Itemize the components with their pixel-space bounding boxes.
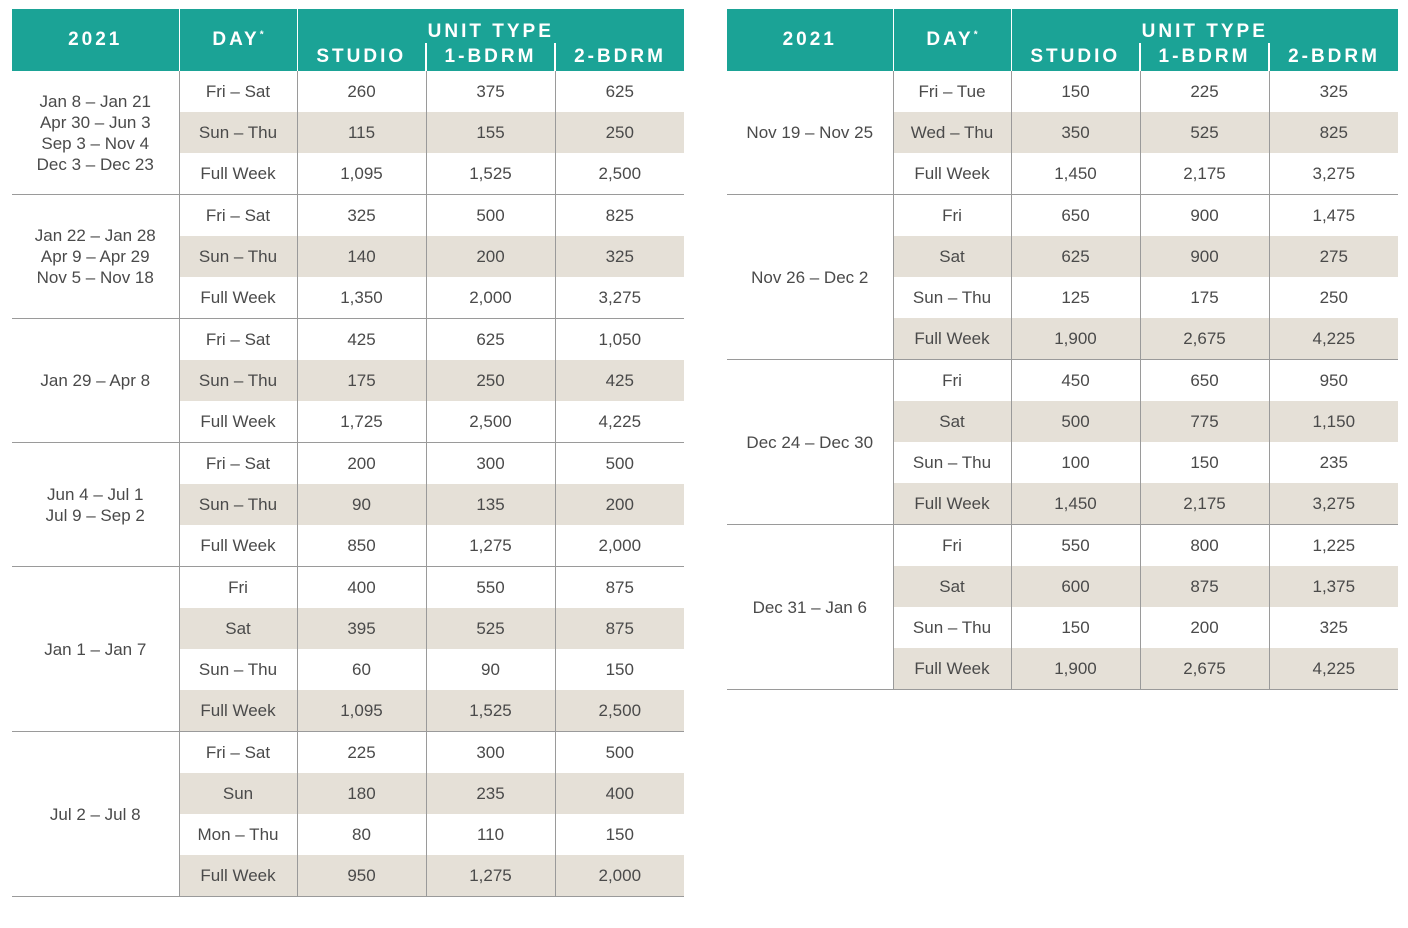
two-bdrm-header: 2-BDRM: [1269, 43, 1398, 71]
day-cell: Sat: [893, 236, 1011, 277]
two-bdrm-points-cell: 1,475: [1312, 205, 1356, 225]
table-row: [727, 71, 1398, 112]
studio-points-cell: 325: [297, 195, 426, 237]
one-bdrm-points-cell: 2,175: [1140, 153, 1269, 195]
one-bdrm-points-cell: 800: [1140, 525, 1269, 567]
season-period: [12, 567, 179, 732]
studio-points-cell: 1,450: [1011, 483, 1140, 525]
day-cell: Fri: [893, 525, 1011, 567]
table-row: [727, 525, 1398, 567]
studio-points-cell: 625: [1011, 236, 1140, 277]
day-header-label: DAY: [926, 29, 974, 50]
season-period: [12, 732, 179, 897]
unit-type-header: UNIT TYPE: [297, 9, 684, 43]
day-cell: Sun – Thu: [179, 649, 297, 690]
season-date-range: Dec 24 – Dec 30: [746, 432, 874, 452]
studio-points-cell: 1,095: [297, 153, 426, 195]
two-bdrm-points-cell: 1,050: [598, 329, 642, 349]
season-date-range: Dec 31 – Jan 6: [752, 597, 867, 617]
studio-points-cell: 200: [297, 443, 426, 485]
rate-table-left: [12, 9, 684, 897]
day-cell: Fri: [179, 567, 297, 609]
day-header: [179, 9, 297, 71]
one-bdrm-header: 1-BDRM: [1140, 43, 1269, 71]
season-period: [727, 360, 893, 525]
studio-points-cell: 850: [297, 525, 426, 567]
studio-points-cell: 450: [1011, 360, 1140, 402]
studio-points-cell: 1,900: [1011, 318, 1140, 360]
day-cell: Full Week: [893, 318, 1011, 360]
two-bdrm-points-cell: 1,375: [1269, 566, 1398, 607]
day-cell: Mon – Thu: [179, 814, 297, 855]
year-header: 2021: [727, 9, 893, 71]
season-date-range: Jul 9 – Sep 2: [45, 505, 145, 525]
one-bdrm-points-cell: 500: [426, 195, 555, 237]
day-cell: Sun – Thu: [893, 277, 1011, 318]
table-row: [12, 732, 684, 774]
season-date-range: Sep 3 – Nov 4: [41, 133, 150, 153]
two-bdrm-points-cell: 325: [1319, 81, 1348, 101]
studio-points-cell: 1,900: [1011, 648, 1140, 690]
one-bdrm-points-cell: 250: [426, 360, 555, 401]
studio-points-cell: 500: [1011, 401, 1140, 442]
season-date-range: Nov 5 – Nov 18: [36, 268, 154, 287]
two-bdrm-points-cell: 825: [605, 205, 634, 225]
day-cell: Sat: [893, 566, 1011, 607]
table-row: [12, 319, 684, 361]
one-bdrm-points-cell: 135: [426, 484, 555, 525]
two-bdrm-points-cell: 2,500: [555, 690, 684, 732]
day-cell: Sun: [179, 773, 297, 814]
studio-points-cell: 115: [297, 112, 426, 153]
season-period: [12, 443, 179, 567]
one-bdrm-points-cell: 2,675: [1140, 648, 1269, 690]
day-cell: Fri – Sat: [179, 443, 297, 485]
day-cell: Full Week: [179, 153, 297, 195]
table-body: [12, 71, 684, 897]
studio-points-cell: 260: [297, 71, 426, 112]
day-cell: Sat: [893, 401, 1011, 442]
studio-points-cell: 350: [1011, 112, 1140, 153]
two-bdrm-points-cell: 235: [1319, 452, 1348, 472]
two-bdrm-header: 2-BDRM: [555, 43, 684, 71]
one-bdrm-points-cell: 1,525: [426, 690, 555, 732]
table-row: [12, 195, 684, 237]
one-bdrm-points-cell: 1,275: [426, 855, 555, 897]
two-bdrm-points-cell: 150: [605, 659, 634, 679]
two-bdrm-points-cell: 4,225: [555, 401, 684, 443]
one-bdrm-points-cell: 90: [426, 649, 555, 690]
table-row: [12, 443, 684, 485]
season-date-range: Jan 22 – Jan 28: [34, 226, 156, 245]
day-cell: Sun – Thu: [179, 236, 297, 277]
day-cell: Sat: [179, 608, 297, 649]
two-bdrm-points-cell: 2,500: [555, 153, 684, 195]
day-cell: Fri – Tue: [893, 71, 1011, 112]
studio-points-cell: 650: [1011, 195, 1140, 237]
one-bdrm-points-cell: 525: [426, 608, 555, 649]
season-date-range: Apr 30 – Jun 3: [39, 112, 151, 132]
studio-points-cell: 1,095: [297, 690, 426, 732]
studio-points-cell: 90: [297, 484, 426, 525]
studio-points-cell: 1,725: [297, 401, 426, 443]
rate-table-right: [727, 9, 1398, 690]
day-cell: Full Week: [179, 690, 297, 732]
table-body: [727, 71, 1398, 690]
one-bdrm-points-cell: 900: [1140, 236, 1269, 277]
day-cell: Sun – Thu: [893, 607, 1011, 648]
day-cell: Sun – Thu: [179, 484, 297, 525]
studio-points-cell: 225: [297, 732, 426, 774]
two-bdrm-points-cell: 625: [605, 81, 634, 101]
season-date-range: Jan 1 – Jan 7: [44, 639, 147, 659]
studio-points-cell: 425: [297, 319, 426, 361]
day-cell: Fri – Sat: [179, 195, 297, 237]
two-bdrm-points-cell: 250: [1319, 287, 1348, 307]
day-cell: Fri: [893, 195, 1011, 237]
two-bdrm-points-cell: 3,275: [555, 277, 684, 319]
season-period: [727, 71, 893, 195]
day-header: [893, 9, 1011, 71]
year-header: 2021: [12, 9, 179, 71]
two-bdrm-points-cell: 200: [555, 484, 684, 525]
one-bdrm-header: 1-BDRM: [426, 43, 555, 71]
day-cell: Full Week: [893, 483, 1011, 525]
one-bdrm-points-cell: 375: [426, 71, 555, 112]
two-bdrm-points-cell: 825: [1269, 112, 1398, 153]
season-period: [12, 195, 179, 319]
one-bdrm-points-cell: 1,275: [426, 525, 555, 567]
two-bdrm-points-cell: 1,225: [1312, 535, 1356, 555]
one-bdrm-points-cell: 300: [426, 443, 555, 485]
two-bdrm-points-cell: 275: [1269, 236, 1398, 277]
one-bdrm-points-cell: 2,000: [426, 277, 555, 319]
day-cell: Full Week: [179, 401, 297, 443]
season-date-range: Jan 8 – Jan 21: [39, 91, 152, 111]
studio-points-cell: 600: [1011, 566, 1140, 607]
two-bdrm-points-cell: 425: [555, 360, 684, 401]
season-period: [12, 319, 179, 443]
one-bdrm-points-cell: 200: [426, 236, 555, 277]
one-bdrm-points-cell: 235: [426, 773, 555, 814]
one-bdrm-points-cell: 650: [1140, 360, 1269, 402]
table-row: [727, 360, 1398, 402]
season-date-range: Jul 2 – Jul 8: [49, 804, 141, 824]
season-date-range: Nov 19 – Nov 25: [746, 123, 874, 142]
one-bdrm-points-cell: 525: [1140, 112, 1269, 153]
studio-header: STUDIO: [297, 43, 426, 71]
one-bdrm-points-cell: 155: [426, 112, 555, 153]
studio-points-cell: 175: [297, 360, 426, 401]
table-row: [12, 567, 684, 609]
one-bdrm-points-cell: 300: [426, 732, 555, 774]
two-bdrm-points-cell: 325: [1319, 617, 1348, 637]
two-bdrm-points-cell: 400: [555, 773, 684, 814]
two-bdrm-points-cell: 4,225: [1269, 648, 1398, 690]
one-bdrm-points-cell: 110: [426, 814, 555, 855]
table-row: [12, 71, 684, 112]
day-cell: Wed – Thu: [893, 112, 1011, 153]
two-bdrm-points-cell: 325: [555, 236, 684, 277]
two-bdrm-points-cell: 875: [555, 608, 684, 649]
two-bdrm-points-cell: 3,275: [1269, 483, 1398, 525]
two-bdrm-points-cell: 2,000: [555, 855, 684, 897]
one-bdrm-points-cell: 2,675: [1140, 318, 1269, 360]
one-bdrm-points-cell: 150: [1140, 442, 1269, 483]
day-cell: Full Week: [179, 277, 297, 319]
studio-points-cell: 400: [297, 567, 426, 609]
season-period: [727, 525, 893, 690]
table-header: [727, 9, 1398, 71]
day-header-label: DAY: [212, 29, 260, 50]
studio-points-cell: 950: [297, 855, 426, 897]
season-date-range: Jun 4 – Jul 1: [47, 484, 144, 504]
one-bdrm-points-cell: 225: [1140, 71, 1269, 112]
one-bdrm-points-cell: 550: [426, 567, 555, 609]
two-bdrm-points-cell: 3,275: [1269, 153, 1398, 195]
two-bdrm-points-cell: 250: [555, 112, 684, 153]
studio-points-cell: 1,350: [297, 277, 426, 319]
studio-points-cell: 60: [297, 649, 426, 690]
studio-points-cell: 550: [1011, 525, 1140, 567]
season-period: [727, 195, 893, 360]
day-cell: Full Week: [893, 648, 1011, 690]
studio-points-cell: 80: [297, 814, 426, 855]
studio-points-cell: 150: [1011, 71, 1140, 112]
studio-points-cell: 150: [1011, 607, 1140, 648]
day-footnote-mark: *: [259, 29, 264, 41]
two-bdrm-points-cell: 500: [605, 742, 634, 762]
studio-points-cell: 100: [1011, 442, 1140, 483]
day-cell: Fri: [893, 360, 1011, 402]
table-row: [727, 195, 1398, 237]
two-bdrm-points-cell: 150: [605, 824, 634, 844]
two-bdrm-points-cell: 2,000: [555, 525, 684, 567]
day-cell: Sun – Thu: [893, 442, 1011, 483]
day-cell: Full Week: [179, 525, 297, 567]
two-bdrm-points-cell: 500: [605, 453, 634, 473]
table-header: [12, 9, 684, 71]
one-bdrm-points-cell: 775: [1140, 401, 1269, 442]
day-cell: Sun – Thu: [179, 360, 297, 401]
unit-type-header: UNIT TYPE: [1011, 9, 1398, 43]
two-bdrm-points-cell: 875: [605, 577, 634, 597]
one-bdrm-points-cell: 2,175: [1140, 483, 1269, 525]
two-bdrm-points-cell: 950: [1319, 370, 1348, 390]
two-bdrm-points-cell: 1,150: [1269, 401, 1398, 442]
studio-points-cell: 1,450: [1011, 153, 1140, 195]
season-date-range: Jan 29 – Apr 8: [40, 371, 151, 390]
day-cell: Sun – Thu: [179, 112, 297, 153]
one-bdrm-points-cell: 200: [1140, 607, 1269, 648]
day-cell: Fri – Sat: [179, 71, 297, 112]
day-cell: Fri – Sat: [179, 319, 297, 361]
one-bdrm-points-cell: 625: [426, 319, 555, 361]
one-bdrm-points-cell: 875: [1140, 566, 1269, 607]
studio-header: STUDIO: [1011, 43, 1140, 71]
day-cell: Full Week: [893, 153, 1011, 195]
season-date-range: Nov 26 – Dec 2: [751, 267, 869, 287]
one-bdrm-points-cell: 1,525: [426, 153, 555, 195]
one-bdrm-points-cell: 900: [1140, 195, 1269, 237]
day-cell: Full Week: [179, 855, 297, 897]
season-period: [12, 71, 179, 195]
season-date-range: Dec 3 – Dec 23: [36, 154, 154, 174]
studio-points-cell: 180: [297, 773, 426, 814]
studio-points-cell: 395: [297, 608, 426, 649]
studio-points-cell: 140: [297, 236, 426, 277]
one-bdrm-points-cell: 175: [1140, 277, 1269, 318]
season-date-range: Apr 9 – Apr 29: [40, 247, 150, 266]
day-cell: Fri – Sat: [179, 732, 297, 774]
one-bdrm-points-cell: 2,500: [426, 401, 555, 443]
day-footnote-mark: *: [973, 29, 978, 41]
studio-points-cell: 125: [1011, 277, 1140, 318]
two-bdrm-points-cell: 4,225: [1269, 318, 1398, 360]
